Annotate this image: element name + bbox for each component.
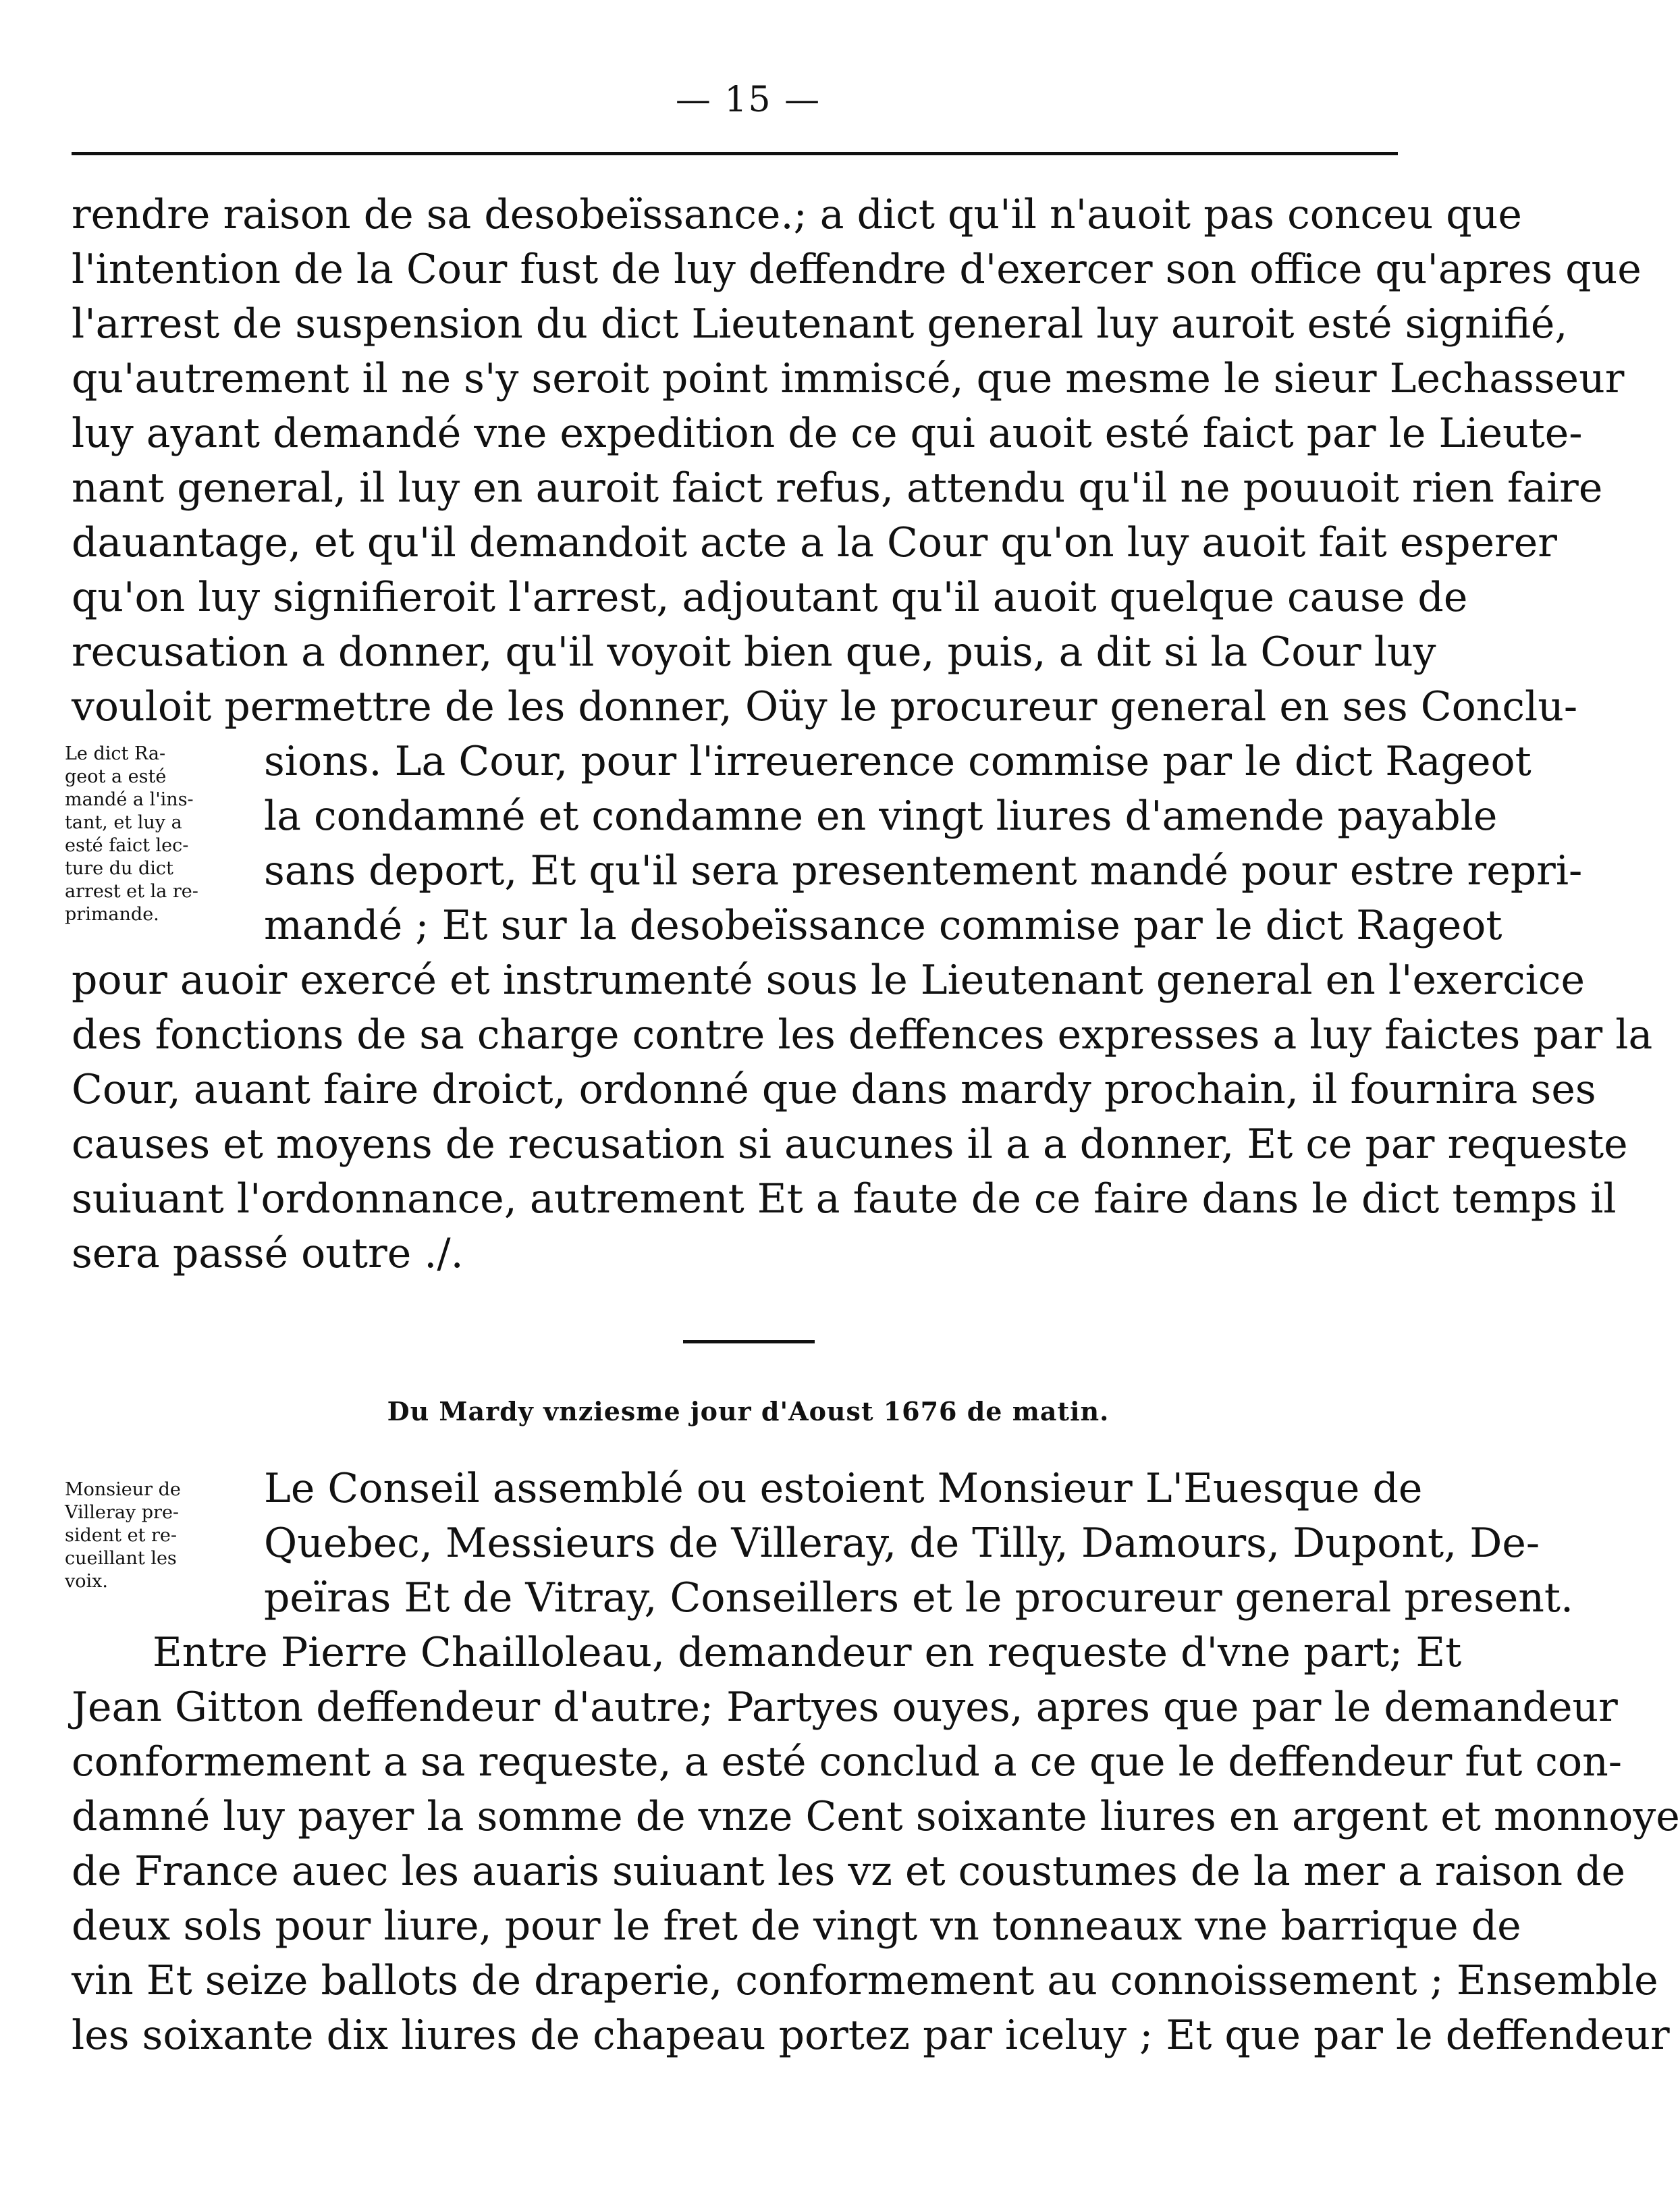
text-line: recusation a donner, qu'il voyoit bien que, puis, a dit si la Cour luy [72,629,1436,676]
margin-note-line: Monsieur de [65,1479,181,1500]
text-line: dauantage, et qu'il demandoit acte a la Cour qu'on luy auoit fait esperer [72,519,1557,566]
margin-note-line: geot a esté [65,766,167,787]
text-line: Le Conseil assemblé ou estoient Monsieur L'Euesque de [264,1465,1423,1512]
text-line: damné luy payer la somme de vnze Cent soixante liures en argent et monnoye [72,1793,1680,1840]
text-line: l'arrest de suspension du dict Lieutenant general luy auroit esté signifié, [72,300,1568,348]
margin-note-line: tant, et luy a [65,812,182,833]
text-line: nant general, il luy en auroit faict refus, attendu qu'il ne pouuoit rien faire [72,464,1603,512]
header-rule [72,152,1398,155]
text-line: les soixante dix liures de chapeau portez par iceluy ; Et que par le deffendeur [72,2012,1670,2059]
margin-note-line: esté faict lec- [65,835,189,856]
text-line: vouloit permettre de les donner, Oüy le procureur general en ses Conclu- [72,683,1578,730]
text-line: sans deport, Et qu'il sera presentement mandé pour estre repri- [264,847,1583,894]
text-line: la condamné et condamne en vingt liures d'amende payable [264,793,1498,840]
margin-note-line: voix. [65,1571,108,1592]
text-line: suiuant l'ordonnance, autrement Et a faute de ce faire dans le dict temps il [72,1175,1617,1223]
margin-note-line: ture du dict [65,858,173,879]
text-line: des fonctions de sa charge contre les deffences expresses a luy faictes par la [72,1011,1653,1059]
text-line: deux sols pour liure, pour le fret de vingt vn tonneaux vne barrique de [72,1902,1521,1950]
paragraph-2 [72,1462,1574,1626]
margin-note-line: Villeray pre- [65,1502,180,1523]
text-line: Jean Gitton deffendeur d'autre; Partyes ouyes, apres que par le demandeur [72,1684,1618,1731]
margin-note-line: arrest et la re- [65,881,198,902]
text-line: causes et moyens de recusation si aucunes il a a donner, Et ce par requeste [72,1121,1628,1168]
text-line: de France auec les auaris suiuant les vz et coustumes de la mer a raison de [72,1848,1626,1895]
text-line: peïras Et de Vitray, Conseillers et le procureur general present. [264,1574,1574,1622]
text-line: pour auoir exercé et instrumenté sous le Lieutenant general en l'exercice [72,957,1585,1004]
page-number: — 15 — [675,80,821,120]
margin-note-line: cueillant les [65,1548,177,1569]
text-line: l'intention de la Cour fust de luy deffendre d'exercer son office qu'apres que [72,246,1642,293]
margin-note-line: mandé a l'ins- [65,789,194,810]
indented-block [264,734,1583,953]
paragraph-3 [72,1626,1680,2063]
text-line: sions. La Cour, pour l'irreuerence commise par le dict Rageot [264,738,1532,785]
text-line: qu'on luy signifieroit l'arrest, adjoutant qu'il auoit quelque cause de [72,574,1468,621]
text-line: conformement a sa requeste, a esté conclud a ce que le deffendeur fut con- [72,1738,1623,1786]
text-line: qu'autrement il ne s'y seroit point immiscé, que mesme le sieur Lechasseur [72,355,1625,402]
indented-block [264,1462,1574,1626]
text-line: rendre raison de sa desobeïssance.; a dict qu'il n'auoit pas conceu que [72,191,1522,238]
margin-note-line: sident et re- [65,1525,177,1546]
section-divider [683,1340,815,1343]
margin-note-line: Le dict Ra- [65,743,166,764]
text-line: luy ayant demandé vne expedition de ce qui auoit esté faict par le Lieute- [72,410,1583,457]
text-line: vin Et seize ballots de draperie, conformement au connoissement ; Ensemble [72,1957,1658,2004]
session-heading: Du Mardy vnziesme jour d'Aoust 1676 de matin. [387,1396,1110,1426]
text-line: Entre Pierre Chailloleau, demandeur en requeste d'vne part; Et [153,1629,1462,1676]
text-line: mandé ; Et sur la desobeïssance commise par le dict Rageot [264,902,1502,949]
paragraph-1 [72,188,1653,1281]
text-line: sera passé outre ./. [72,1230,464,1277]
text-line: Quebec, Messieurs de Villeray, de Tilly, Damours, Dupont, De- [264,1520,1540,1567]
text-line: Cour, auant faire droict, ordonné que dans mardy prochain, il fournira ses [72,1066,1596,1113]
margin-note [65,743,257,926]
margin-note-line: primande. [65,904,159,925]
